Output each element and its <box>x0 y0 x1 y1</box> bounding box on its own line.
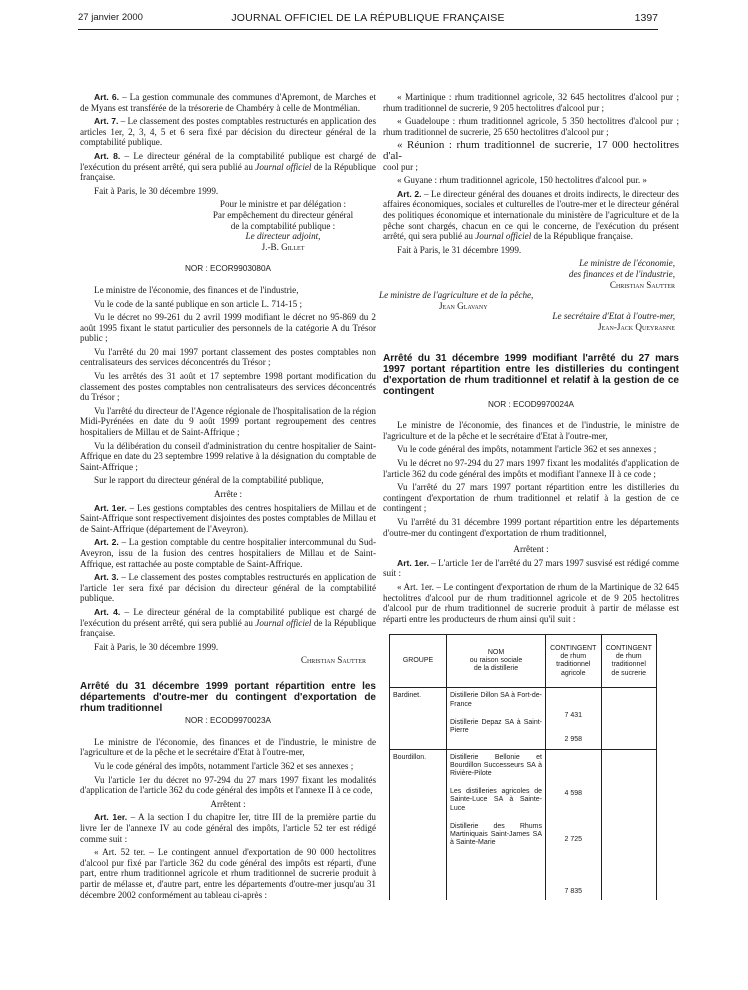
article-1: Art. 1er. – L'article 1er de l'arrêté du 27 mars 1997 susvisé est rédigé comme suit : <box>383 557 679 579</box>
column-header-groupe: GROUPE <box>390 635 447 688</box>
nor-reference: NOR : ECOD9970023A <box>184 716 271 726</box>
visa-paragraph: Vu l'arrêté du 20 mai 1997 portant classement des postes comptables non centralisateurs des services déconcentrés du Trésor ; <box>80 346 376 368</box>
column-header-sucrerie: CONTINGENT de rhum traditionnel de sucrerie <box>601 635 657 688</box>
article-2: Art. 2. – Le directeur général des douanes et droits indirects, le directeur des affaires économiques, sociales et culturelles de l'outre-mer et le directeur général des politiques économique et internationale du ministère de l'agriculture et de la pêche sont chargés, chacun en ce qui le concerne, de l'exécution du présent arrêté, qui sera publié au Journal officiel de la République française. <box>383 188 679 242</box>
signature-block: Le ministre de l'agriculture et de la pêche, Jean Glavany <box>379 290 534 311</box>
table-row <box>390 749 657 900</box>
nor-reference: NOR : ECOR9903080A <box>184 264 271 274</box>
fait-a-paris: Fait à Paris, le 30 décembre 1999. <box>94 185 219 196</box>
preamble-paragraph: Le ministre de l'économie, des finances et de l'industrie, le ministre de l'agriculture et de la pêche et le secrétaire d'Etat à l'outre-mer, <box>383 420 679 441</box>
column-header-nom: NOM ou raison sociale de la distillerie <box>447 635 546 688</box>
visa-paragraph: Sur le rapport du directeur général de la comptabilité publique, <box>94 475 324 486</box>
agricole-values: 7 431 2 958 <box>546 688 602 749</box>
table-header-row <box>390 635 657 688</box>
article-1-text: « Art. 1er. – Le contingent d'exportation de rhum de la Martinique de 32 645 hectolitres d'alcool pur de rhum traditionnel agricole et de 9 205 hectolitres d'alcool pur de rhum traditionnel de sucrerie produit à partir de mélasse est réparti entre les producteurs de rhum ainsi qu'il suit : <box>383 581 679 624</box>
sucrerie-values <box>601 749 657 900</box>
preamble-paragraph: Vu l'arrêté du 27 mars 1997 portant répartition entre les distilleries du contingent d'exportation de rhum traditionnel et relatif à la gestion de ce contingent ; <box>383 482 679 514</box>
decree-title: Arrêté du 31 décembre 1999 portant répartition entre les départements d'outre-mer du contingent d'exportation de rhum traditionnel <box>80 680 376 714</box>
group-name: Bardinet. <box>390 688 447 749</box>
arrete-label: Arrête : <box>213 489 243 499</box>
distillery-names: Distillerie Bellonie et Bourdillon Successeurs SA à Rivière-Pilote Les distilleries agricoles de Sainte-Luce SA à Sainte-Luce Distillerie des Rhums Martiniquais Saint-James SA à Sainte-Marie <box>447 749 546 900</box>
article-4: Art. 4. – Le directeur général de la comptabilité publique est chargé de l'exécution du présent arrêté, qui sera publié au Journal officiel de la République française. <box>80 606 376 639</box>
visa-paragraph: Vu l'arrêté du directeur de l'Agence régionale de l'hospitalisation de la région Midi-Pyrénées en date du 9 août 1999 portant regroupement des centres hospitaliers de Millau et de Saint-Affrique ; <box>80 405 376 438</box>
preamble-paragraph: Vu l'article 1er du décret no 97-294 du 27 mars 1997 fixant les modalités d'application de l'article 362 du code général des impôts et l'annexe II à ce code, <box>80 774 376 796</box>
group-name: Bourdillon. <box>390 749 447 900</box>
left-column <box>80 92 376 903</box>
sucrerie-values <box>601 688 657 749</box>
page-header <box>78 12 658 34</box>
visa-paragraph: Le ministre de l'économie, des finances et de l'industrie, <box>94 284 299 295</box>
decree-title: Arrêté du 31 décembre 1999 modifiant l'arrêté du 27 mars 1997 portant répartition entre les distilleries du contingent d'exportation de rhum traditionnel et relatif à la gestion de ce contingent <box>383 353 679 397</box>
visa-paragraph: Vu les arrêtés des 31 août et 17 septembre 1998 portant modification du classement des postes comptables non centralisateurs des services déconcentrés du Trésor ; <box>80 371 376 403</box>
page-number: 1397 <box>634 12 658 24</box>
signature-block: Pour le ministre et par délégation : Par empêchement du directeur général de la comptabilité publique : Le directeur adjoint, J.-B. Gillet <box>212 199 354 252</box>
article-6: Art. 6. – La gestion communale des communes d'Apremont, de Marches et de Myans est transférée de la trésorerie de Chambéry à celle de Montmélian. <box>80 92 376 113</box>
preamble-paragraph: Vu l'arrêté du 31 décembre 1999 portant répartition entre les départements d'outre-mer du contingent d'exportation de rhum traditionnel, <box>383 517 679 538</box>
signature: Christian Sautter <box>300 655 366 666</box>
header-rule <box>78 29 658 30</box>
agricole-values: 4 598 2 725 7 835 <box>546 749 602 900</box>
article-8: Art. 8. – Le directeur général de la comptabilité publique est chargé de l'exécution du présent arrêté, qui sera publié au Journal officiel de la République française. <box>80 150 376 183</box>
allocation-martinique: « Martinique : rhum traditionnel agricole, 32 645 hectolitres d'alcool pur ; rhum traditionnel de sucrerie, 9 205 hectolitres d'alcool pur ; <box>383 92 679 113</box>
article-2: Art. 2. – La gestion comptable du centre hospitalier intercommunal du Sud-Aveyron, issu de la fusion des centres hospitaliers de Millau et de Saint-Affrique, est rattachée au poste comptable de Saint-Affrique. <box>80 537 376 569</box>
article-52-ter: « Art. 52 ter. – Le contingent annuel d'exportation de 90 000 hectolitres d'alcool pur fixé par l'article 362 du code général des impôts est réparti, d'une part, entre rhum traditionnel agricole et rhum traditionnel de sucrerie produit à partir de mélasse et, d'autre part, entre les départements d'outre-mer jusqu'au 31 décembre 2002 conformément au tableau ci-après : <box>80 847 376 900</box>
distillery-table <box>389 634 657 899</box>
article-1: Art. 1er. – A la section I du chapitre Ier, titre III de la première partie du livre Ier de l'annexe IV au code général des impôts, l'article 52 ter est rédigé comme suit : <box>80 812 376 844</box>
allocation-reunion: « Réunion : rhum traditionnel de sucrerie, 17 000 hectolitres d'al- cool pur ; <box>383 139 679 172</box>
nor-reference: NOR : ECOD9970024A <box>487 399 574 409</box>
allocation-guadeloupe: « Guadeloupe : rhum traditionnel agricole, 5 350 hectolitres d'alcool pur ; rhum traditionnel de sucrerie, 25 650 hectolitres d'alcool pur ; <box>383 116 679 137</box>
preamble-paragraph: Vu le code général des impôts, notamment l'article 362 et ses annexes ; <box>94 761 354 772</box>
signature-block: Le ministre de l'économie, des finances et de l'industrie, Christian Sautter <box>568 258 675 290</box>
distillery-names: Distillerie Dillon SA à Fort-de-France Distillerie Depaz SA à Saint-Pierre <box>447 688 546 749</box>
visa-paragraph: Vu la délibération du conseil d'administration du centre hospitalier de Saint-Affrique en date du 23 septembre 1999 relative à la désignation du comptable de Saint-Affrique ; <box>80 440 376 472</box>
arretent-label: Arrêtent : <box>513 544 549 555</box>
preamble-paragraph: Vu le décret no 97-294 du 27 mars 1997 fixant les modalités d'application de l'article 362 du code général des impôts et modifiant l'annexe II à ce code ; <box>383 458 679 479</box>
header-date: 27 janvier 2000 <box>78 12 143 23</box>
article-1: Art. 1er. – Les gestions comptables des centres hospitaliers de Millau et de Saint-Affrique sont respectivement disjointes des postes comptables de Millau et de Saint-Affrique (département de l'Aveyron). <box>80 502 376 534</box>
allocation-guyane: « Guyane : rhum traditionnel agricole, 150 hectolitres d'alcool pur. » <box>397 175 647 186</box>
article-3: Art. 3. – Le classement des postes comptables restructurés en application de l'article 1er sera fixé par décision du directeur général de la comptabilité publique. <box>80 572 376 604</box>
table-row <box>390 688 657 749</box>
visa-paragraph: Vu le code de la santé publique en son article L. 714-15 ; <box>94 298 302 309</box>
arretent-label: Arrêtent : <box>210 798 246 809</box>
journal-title: JOURNAL OFFICIEL DE LA RÉPUBLIQUE FRANÇAISE <box>231 12 505 24</box>
article-7: Art. 7. – Le classement des postes comptables restructurés en application des articles 1er, 2, 3, 4, 5 et 6 sera fixé par décision du directeur général de la comptabilité publique. <box>80 116 376 148</box>
preamble-paragraph: Le ministre de l'économie, des finances et de l'industrie, le ministre de l'agriculture et de la pêche et le secrétaire d'Etat à l'outre-mer, <box>80 736 376 758</box>
fait-a-paris: Fait à Paris, le 30 décembre 1999. <box>94 641 219 652</box>
right-column <box>379 92 679 900</box>
column-header-agricole: CONTINGENT de rhum traditionnel agricole <box>546 635 602 688</box>
fait-a-paris: Fait à Paris, le 31 décembre 1999. <box>397 244 522 255</box>
signature-block: Le secrétaire d'Etat à l'outre-mer, Jean-Jack Queyranne <box>552 311 675 332</box>
preamble-paragraph: Vu le code général des impôts, notamment l'article 362 et ses annexes ; <box>397 444 657 455</box>
visa-paragraph: Vu le décret no 99-261 du 2 avril 1999 modifiant le décret no 95-869 du 2 août 1995 fixant le statut particulier des personnels de la catégorie A du Trésor public ; <box>80 312 376 344</box>
